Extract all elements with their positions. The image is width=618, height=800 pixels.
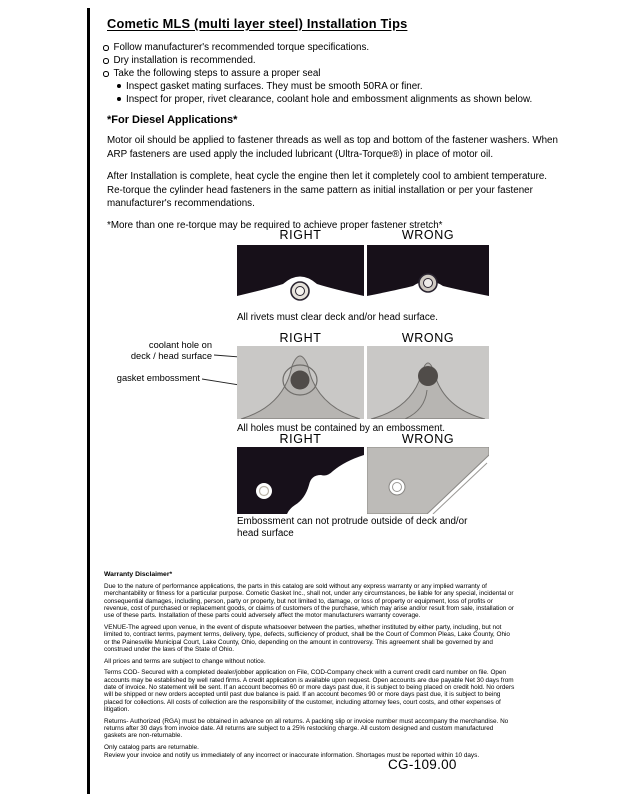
warranty-heading: Warranty Disclaimer*: [104, 571, 173, 578]
tips-list: [103, 42, 583, 107]
tip-sub-item: [117, 94, 583, 105]
legal-paragraph: Due to the nature of performance applications, the parts in this catalog are sold without any express warranty or any implied warranty of merchantability or fitness for a particular purpose. Cometic Gasket Inc., shall not, under any circumstances, be liable for any special, incidental or consequential damages, including, person, party or property, but not limited to, damage, or loss of property or equipment, loss of profits or revenue, cost of purchased or replacement goods, or claims of customers of the purchase, which may arise and/or result from sale, installation or use of these parts. Installation of these parts could adversely affect the motor manufacturers warranty coverage.: [104, 583, 514, 620]
tip-item: [103, 68, 583, 79]
tip-text: Take the following steps to assure a proper seal: [113, 68, 321, 79]
diagram-caption: Embossment can not protrude outside of deck and/or head surface: [237, 516, 468, 539]
circle-bullet-icon: [103, 45, 109, 51]
legal-paragraph: Terms COD- Secured with a completed dealer/jobber application on File, COD-Company check with a current credit card number on file. Open accounts may be established by well rated firms. A credit application is available upon request. Open accounts are due payable Net 30 days from date of invoice. No statement will be sent. If an account becomes 60 or more days past due, it is subject to being placed on credit hold. No orders will be shipped or new orders accepted until past due balance is paid. If an account becomes 90 or more days past due, it is subject to being placed for collections. All costs of collection are the responsibility of the customer, including attorney fees, court costs, and other expenses of litigation.: [104, 669, 515, 713]
legal-paragraph: Review your invoice and notify us immediately of any incorrect or inaccurate information. Shortages must be reported within 10 days.: [104, 752, 480, 760]
dot-bullet-icon: [117, 84, 121, 88]
page-title: Cometic MLS (multi layer steel) Installation Tips: [107, 16, 408, 31]
tip-text: Inspect gasket mating surfaces. They must be smooth 50RA or finer.: [126, 81, 423, 92]
left-border-rule: [87, 8, 90, 794]
tip-text: Follow manufacturer's recommended torque specifications.: [113, 42, 370, 53]
rivet-clearance-right-diagram: [237, 245, 364, 308]
diesel-applications-section: [107, 114, 562, 232]
wrong-label: WRONG: [401, 432, 455, 446]
rivet-wrong-illustration: [367, 245, 489, 308]
legal-paragraph: Returns- Authorized (RGA) must be obtained in advance on all returns. A packing slip or invoice number must accompany the merchandise. No returns after 30 days from invoice date. All returns are subject to a 25% restocking charge. All custom designed and custom manufactured gaskets are non-returnable.: [104, 717, 509, 740]
coolant-hole-callout-line2: deck / head surface: [130, 351, 212, 361]
dot-bullet-icon: [117, 97, 121, 101]
embossment-wrong-illustration: [367, 447, 489, 514]
right-label: RIGHT: [279, 228, 322, 242]
embossment-right-illustration: [237, 447, 364, 514]
circle-bullet-icon: [103, 58, 109, 64]
tip-sub-item: [117, 81, 583, 92]
coolant-hole-callout-line1: coolant hole on: [148, 340, 212, 350]
rivet-right-illustration: [237, 245, 364, 308]
right-label: RIGHT: [279, 331, 322, 345]
gasket-embossment-callout: gasket embossment: [116, 373, 200, 383]
tip-item: [103, 55, 583, 66]
legal-paragraph: All prices and terms are subject to change without notice.: [104, 657, 266, 665]
coolant-hole-wrong-diagram: [367, 346, 489, 419]
retorque-note: *More than one re-torque may be required to achieve proper fastener stretch*: [107, 219, 443, 231]
diagram-caption: All rivets must clear deck and/or head surface.: [237, 312, 438, 323]
diesel-heading: *For Diesel Applications*: [107, 114, 238, 126]
wrong-label: WRONG: [401, 228, 455, 242]
tip-item: [103, 42, 583, 53]
legal-paragraph: VENUE-The agreed upon venue, in the event of dispute whatsoever between the parties, whether instituted by either party, including, but not limited to, contract terms, payment terms, delivery, type, defects, sufficiency of product, shall be the Court of Common Pleas, Lake County, Ohio or the Painesville Municipal Court, Lake County, Ohio, depending on the amount in controversy. This agreement shall be governed by and construed under the laws of the State of Ohio.: [104, 623, 510, 653]
wrong-label: WRONG: [401, 331, 455, 345]
right-label: RIGHT: [279, 432, 322, 446]
legal-paragraph: Only catalog parts are returnable.: [104, 744, 199, 752]
catalog-page-code: CG-109.00: [388, 757, 457, 772]
diesel-paragraph: Motor oil should be applied to fastener threads as well as top and bottom of the fastener washers. When ARP fasteners are used apply the included lubricant (Ultra-Torque®) in place of motor oil.: [107, 135, 558, 160]
warranty-disclaimer-section: [104, 571, 516, 764]
diesel-paragraph: After Installation is complete, heat cycle the engine then let it completely cool to ambient temperature. Re-torque the cylinder head fasteners in the same pattern as initial installation or per your fastener manufacturer's recommendations.: [107, 171, 548, 209]
circle-bullet-icon: [103, 71, 109, 77]
rivet-clearance-wrong-diagram: [367, 245, 489, 308]
tip-text: Dry installation is recommended.: [113, 55, 256, 66]
coolant-right-illustration: [237, 346, 364, 419]
tip-text: Inspect for proper, rivet clearance, coolant hole and embossment alignments as shown below.: [126, 94, 533, 105]
coolant-wrong-illustration: [367, 346, 489, 419]
coolant-hole-right-diagram: [237, 346, 364, 419]
diagram-caption: All holes must be contained by an embossment.: [237, 423, 446, 434]
embossment-right-diagram: [237, 447, 364, 514]
embossment-wrong-diagram: [367, 447, 489, 514]
